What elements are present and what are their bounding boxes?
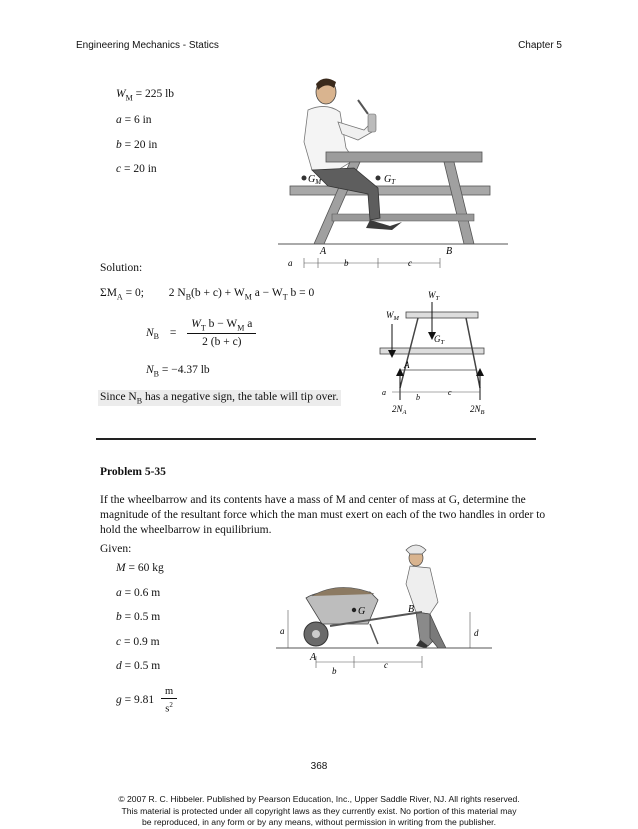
picnic-table-figure bbox=[268, 70, 518, 270]
given-label: Given: bbox=[100, 543, 132, 555]
nb-result: $N_B = -4.37$ lb bbox=[146, 364, 210, 379]
given-p-g: g = 9.81 $\frac{m}{s^2}$ bbox=[116, 686, 177, 715]
label-b-point: B bbox=[446, 246, 453, 257]
moment-equation: $\Sigma M_A = 0$; 2 $N_B(b + c) + W_M$ $a - W_T$ b = 0 bbox=[100, 287, 315, 302]
free-body-diagram bbox=[376, 288, 506, 416]
fbd-a: A bbox=[404, 360, 410, 370]
header-left: Engineering Mechanics - Statics bbox=[76, 40, 219, 51]
fbd-nb: $2N_B$ bbox=[470, 404, 485, 416]
label-gm: $G_M$ bbox=[308, 174, 322, 186]
wb-dim-d: d bbox=[474, 628, 479, 638]
copyright-footer: © 2007 R. C. Hibbeler. Published by Pearson Education, Inc., Upper Saddle River, NJ. All rights reserved. This material is protected under all copyright laws as they currently exist. No portion of this material may be reproduced, in any form or by any means, without permission in writing from the publisher. bbox=[118, 794, 520, 827]
given-p-a: a = 0.6 m bbox=[116, 587, 161, 599]
wb-label-a-point: A bbox=[310, 652, 317, 663]
dim-b: b bbox=[344, 258, 349, 268]
wb-dim-a: a bbox=[280, 626, 285, 636]
given-p-d: d = 0.5 m bbox=[116, 660, 161, 672]
header-right: Chapter 5 bbox=[518, 40, 562, 51]
problem-statement: If the wheelbarrow and its contents have a mass of M and center of mass at G, determine the magnitude of the resultant force which the man must exert on each of the two handles in order to hold the wheelbarrow in equilibrium. bbox=[100, 494, 546, 536]
given-p-b: b = 0.5 m bbox=[116, 611, 161, 623]
fbd-dim-a: a bbox=[382, 388, 386, 397]
conclusion: Since $N_B$ has a negative sign, the table will tip over. bbox=[100, 391, 339, 406]
dim-a: a bbox=[288, 258, 293, 268]
fbd-dim-b: b bbox=[416, 393, 420, 402]
wb-dim-b: b bbox=[332, 666, 337, 676]
label-gt: $G_T$ bbox=[384, 174, 396, 186]
wb-label-b: B bbox=[408, 604, 415, 615]
fbd-wt: $W_T$ bbox=[428, 290, 440, 302]
page-number: 368 bbox=[310, 761, 328, 772]
dim-c: c bbox=[408, 258, 412, 268]
given-m: M = 60 kg bbox=[116, 562, 164, 574]
given-p-c: c = 0.9 m bbox=[116, 636, 160, 648]
nb-formula: $N_B$ = $\frac{W_T b - W_M a}{2 (b + c)}$ bbox=[146, 318, 256, 348]
problem-title: Problem 5-35 bbox=[100, 466, 166, 478]
solution-label: Solution: bbox=[100, 262, 143, 274]
section-divider bbox=[96, 438, 536, 440]
wb-label-g: G bbox=[358, 606, 366, 617]
given-wm: $W_M = 225$ lb bbox=[116, 88, 175, 103]
wb-dim-c: c bbox=[384, 660, 388, 670]
given-a: a = 6 in bbox=[116, 114, 152, 126]
given-c: c = 20 in bbox=[116, 163, 157, 175]
fbd-dim-c: c bbox=[448, 388, 452, 397]
fbd-na: $2N_A$ bbox=[392, 404, 407, 416]
fbd-gt: $G_T$ bbox=[434, 334, 445, 346]
label-a-point: A bbox=[320, 246, 327, 257]
wheelbarrow-figure bbox=[270, 540, 496, 678]
given-b: b = 20 in bbox=[116, 139, 158, 151]
fbd-wm: $W_M$ bbox=[386, 310, 399, 322]
